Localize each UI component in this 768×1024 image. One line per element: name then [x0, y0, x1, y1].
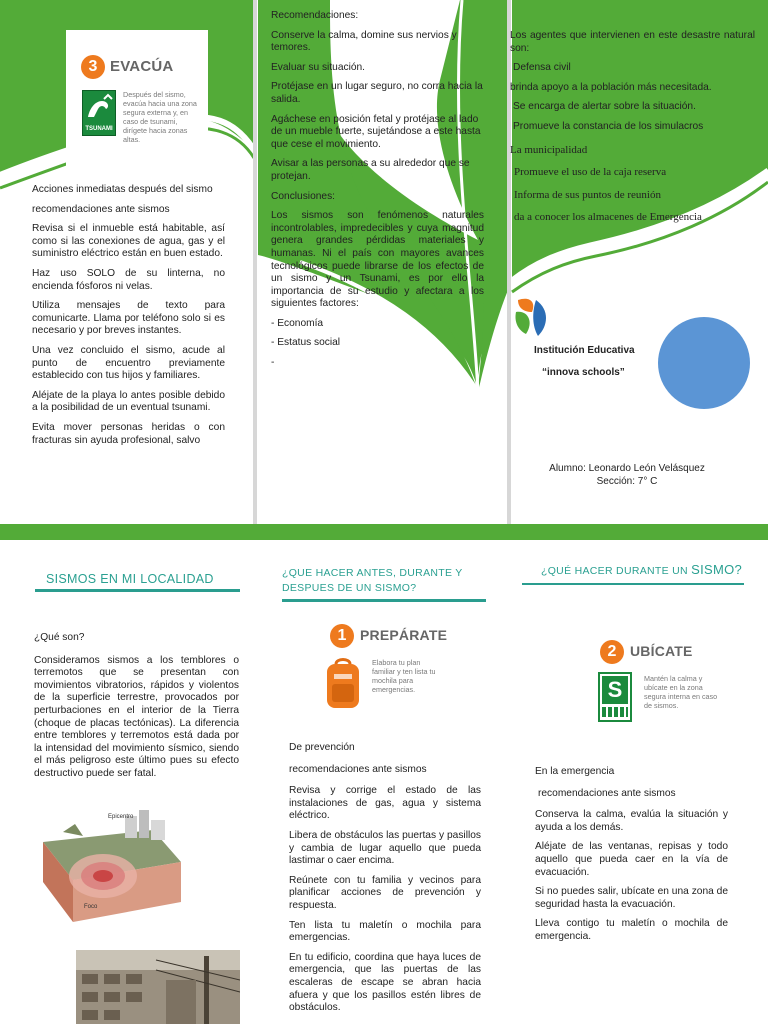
panel1-paragraph: Una vez concluido el sismo, acude al punto de encuentro previamente establecido con tus hijos y familiares.: [32, 344, 225, 382]
diagram-label-epicenter: Epicentro: [108, 814, 134, 820]
panel6-title: [541, 562, 742, 577]
fold-strip: [0, 524, 768, 540]
panel2-line: Recomendaciones:: [271, 10, 359, 21]
tsunami-sign-label: TSUNAMI: [85, 126, 113, 132]
student-name: Alumno: Leonardo León Velásquez: [549, 463, 705, 474]
panel4-text: [34, 632, 239, 788]
safe-zone-sign-icon: [598, 672, 632, 722]
diagram-label-focus: Foco: [84, 904, 98, 910]
panel2-line: - Estatus social: [271, 337, 341, 349]
panel5-paragraph: Ten lista tu maletín o mochila para emergencias.: [289, 919, 481, 944]
panel6-paragraph: Aléjate de las ventanas, repisas y todo aquello que pueda caer en la vía de evacuación.: [535, 841, 728, 878]
card-title: UBÍCATE: [630, 643, 693, 659]
panel6-heading: En la emergencia: [535, 766, 615, 777]
panel5-heading: De prevención: [289, 742, 355, 753]
panel4-title-rule: [35, 589, 240, 592]
panel2-line: Evaluar su situación.: [271, 61, 366, 73]
panel2-line: Conclusiones:: [271, 190, 335, 202]
tsunami-sign-icon: [82, 90, 116, 136]
step-number-badge: 3: [81, 55, 105, 79]
panel3-intro: Los agentes que intervienen en este desastre natural son:: [510, 30, 755, 54]
panel1-paragraph: Aléjate de la playa lo antes posible debido a la posibilidad de un eventual tsunami.: [32, 389, 225, 414]
panel1-text: [32, 184, 225, 454]
panel5-paragraph: Reúnete con tu familia y vecinos para planificar acciones de prevención y respuesta.: [289, 874, 481, 911]
safe-zone-sign-text: [602, 707, 628, 717]
panel4-title: SISMOS EN MI LOCALIDAD: [46, 572, 214, 586]
panel1-paragraph: Evita mover personas heridas o con fracturas sin ayuda profesional, salvo: [32, 421, 225, 446]
panel5-paragraph: Libera de obstáculos las puertas y pasillos y cambia de lugar aquello que pueda lastimar o caer encima.: [289, 829, 481, 867]
panel3-item: brinda apoyo a la población más necesitada.: [510, 81, 712, 93]
panel5-paragraph: En tu edificio, coordina que haya luces de emergencia, que las puertas de las escaleras de escape se abran hacia afuera y que los pasillos estén libres de obstáculos.: [289, 951, 481, 1014]
student-info: [512, 462, 742, 488]
panel4-body: Consideramos sismos a los temblores o terremotos que se presentan con movimientos vibratorios, rápidos y violentos de la superficie terrestre, provocados por perturbaciones en el interior de la Tierra (choque de placas tectónicas). La diferencia entre temblores y terremotos está dada por la intensidad del movimiento sísmico, siendo el más peligroso este último pues su efecto destructivo puede ser fatal.: [34, 654, 239, 779]
panel6-paragraph: Lleva contigo tu maletín o mochila de emergencia.: [535, 918, 728, 942]
panel2-line: Avisar a las personas a su alrededor que se protejan.: [271, 158, 470, 182]
panel2-line: Los sismos son fenómenos naturales incontrolables, impredecibles y cuya magnitud genera grandes pérdidas materiales y humanas. Ni el país con mayores avances tecnológicos puede librarse de los efectos de un sismo y un Tsunami, es por ello la importancia de su estudio y afectara a los siguientes factores:: [271, 210, 484, 310]
panel1-paragraph: Revisa si el inmueble está habitable, así como si las conexiones de agua, gas y el suministro eléctrico están en buen estado.: [32, 223, 225, 260]
panel5-paragraph: Revisa y corrige el estado de las instalaciones de gas, agua y sistema eléctrico.: [289, 785, 481, 822]
panel3-serif-item: La municipalidad: [510, 143, 588, 156]
panel3-item: Defensa civil: [513, 62, 571, 74]
blue-circle-decoration: [658, 317, 750, 409]
panel3-item: Promueve la constancia de los simulacros: [513, 120, 704, 132]
ubicate-card: [584, 618, 734, 742]
panel5-title: ¿QUE HACER ANTES, DURANTE Y DESPUES DE UN SISMO?: [282, 567, 463, 594]
card-title: PREPÁRATE: [360, 627, 448, 643]
step-number-badge: 2: [600, 640, 624, 664]
panel2-line: Agáchese en posición fetal y protéjase al lado de un mueble fuerte, sujetándose a este hasta que cese el movimiento.: [271, 113, 481, 150]
step-number-badge: 1: [330, 624, 354, 648]
panel1-paragraph: Haz uso SOLO de su linterna, no encienda fósforos ni velas.: [32, 267, 225, 292]
panel6-title-emphasis: SISMO?: [691, 562, 743, 577]
panel5-text: [289, 742, 481, 1022]
panel3-item: Se encarga de alertar sobre la situación.: [513, 101, 696, 113]
panel1-subheading: recomendaciones ante sismos: [32, 203, 170, 215]
panel3-serif-item: Promueve el uso de la caja reserva: [514, 166, 667, 179]
panel5-title-rule: [282, 599, 486, 602]
panel-fold-1: [253, 0, 257, 525]
preparate-card: [300, 612, 460, 724]
panel6-text: [535, 766, 728, 951]
school-name: “innova schools”: [542, 367, 625, 378]
school-heading: [534, 344, 654, 380]
panel3-serif-item: da a conocer los almacenes de Emergencia: [514, 211, 702, 224]
panel2-text: [271, 10, 484, 377]
card-description: Elabora tu plan familiar y ten lista tu mochila para emergencias.: [372, 658, 436, 694]
panel6-paragraph: Si no puedes salir, ubícate en una zona de seguridad hasta la evacuación.: [535, 886, 728, 910]
panel2-line: -: [271, 357, 275, 369]
panel3-text: [510, 30, 755, 231]
panel5-subheading: recomendaciones ante sismos: [289, 763, 427, 775]
student-section: Sección: 7° C: [596, 476, 658, 487]
panel2-line: Protéjase en un lugar seguro, no corra hacia la salida.: [271, 81, 483, 105]
panel3-serif-item: Informa de sus puntos de reunión: [514, 188, 661, 201]
card-title: EVACÚA: [110, 58, 174, 75]
panel6-title-prefix: ¿QUÉ HACER DURANTE UN: [541, 565, 692, 577]
safe-zone-sign-letter: S: [602, 676, 628, 704]
earthquake-diagram: [33, 802, 183, 930]
panel2-line: Conserve la calma, domine sus nervios y temores.: [271, 29, 457, 54]
backpack-icon: [324, 658, 362, 710]
panel1-paragraph: Utiliza mensajes de texto para comunicarte. Llama por teléfono solo si es necesario y por breves instantes.: [32, 300, 225, 337]
panel2-line: - Economía: [271, 317, 324, 329]
panel1-heading: Acciones inmediatas después del sismo: [32, 184, 213, 195]
panel6-paragraph: Conserva la calma, evalúa la situación y ayuda a los demás.: [535, 809, 728, 833]
building-photo: [76, 950, 240, 1024]
panel6-subheading: recomendaciones ante sismos: [538, 787, 676, 799]
card-description: Mantén la calma y ubícate en la zona segura interna en caso de sismos.: [644, 674, 718, 710]
evacua-card: [66, 30, 208, 170]
panel4-question: ¿Qué son?: [34, 632, 85, 643]
card-description: Después del sismo, evacúa hacia una zona segura externa y, en caso de tsunami, dirígete hacia zonas altas.: [123, 90, 197, 144]
panel6-title-rule: [522, 583, 744, 585]
school-label: Institución Educativa: [534, 345, 635, 356]
